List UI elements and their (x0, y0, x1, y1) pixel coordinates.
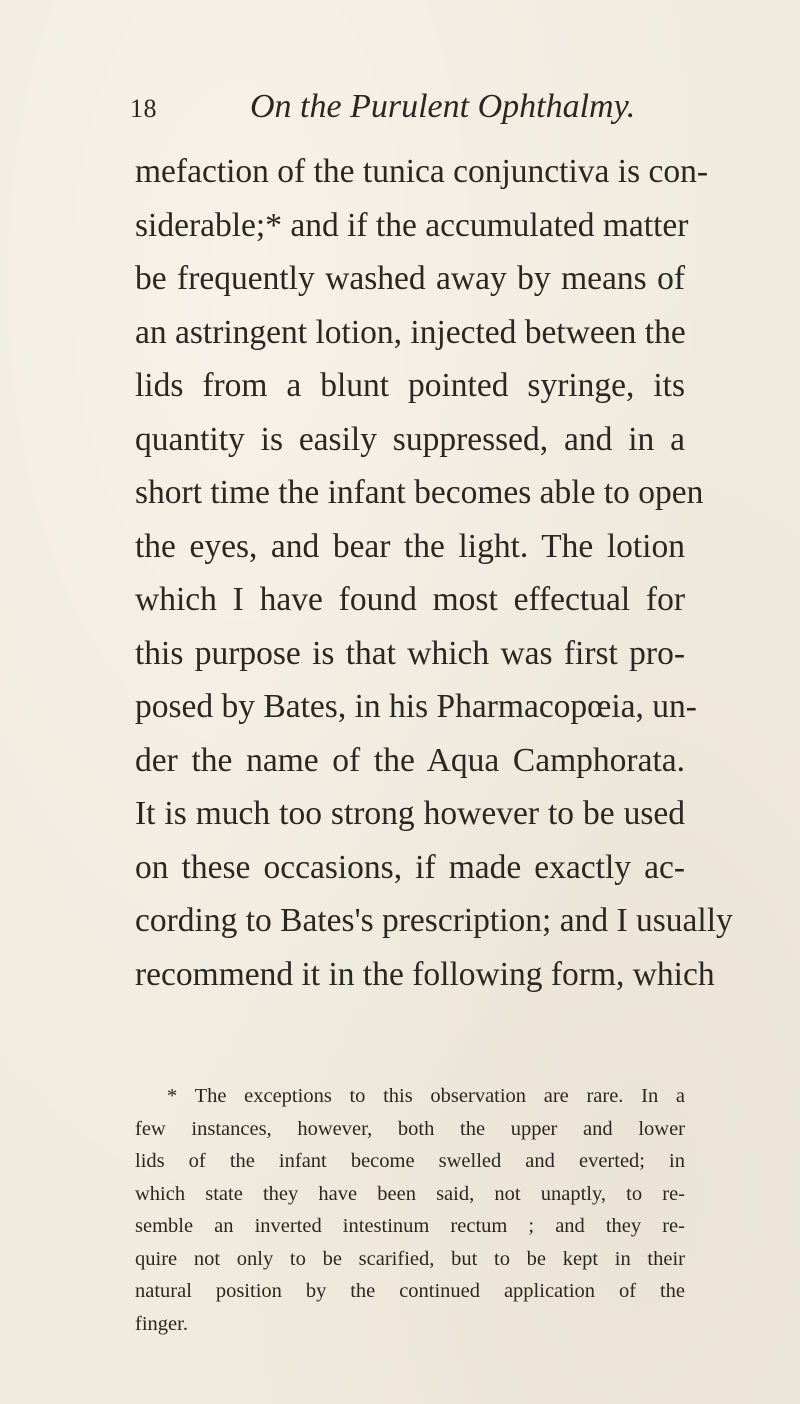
footnote-line: finger. (135, 1312, 188, 1335)
text-line: quantity is easily suppressed, and in a (135, 420, 685, 458)
text-line: It is much too strong however to be used (135, 795, 685, 832)
footnote (135, 1080, 685, 1340)
text-line: mefaction of the tunica conjunctiva is con- (135, 153, 709, 190)
text-line: an astringent lotion, injected between the (135, 313, 686, 351)
footnote-line: natural position by the continued application of the (135, 1280, 685, 1302)
page-header (130, 88, 710, 138)
running-head: On the Purulent Ophthalmy. (250, 88, 636, 125)
text-line: posed by Bates, in his Pharmacopœia, un- (135, 688, 697, 725)
text-line: which I have found most effectual for (135, 581, 685, 618)
text-line: short time the infant becomes able to open (135, 474, 704, 511)
text-line: on these occasions, if made exactly ac- (135, 848, 685, 886)
footnote-line: quire not only to be scarified, but to be kept in their (135, 1247, 685, 1270)
footnote-line: few instances, however, both the upper and lower (135, 1117, 685, 1140)
footnote-line: * The exceptions to this observation are rare. In a (167, 1085, 685, 1107)
footnote-line: which state they have been said, not unaptly, to re- (135, 1182, 685, 1205)
page-number: 18 (130, 94, 157, 123)
footnote-line: lids of the infant become swelled and everted; in (135, 1150, 685, 1172)
text-line: siderable;* and if the accumulated matter (135, 206, 689, 244)
text-line: be frequently washed away by means of (135, 260, 685, 297)
footnote-line: semble an inverted intestinum rectum ; and they re- (135, 1215, 685, 1237)
text-line: lids from a blunt pointed syringe, its (135, 367, 685, 404)
text-line: der the name of the Aqua Camphorata. (135, 741, 685, 779)
text-line: recommend it in the following form, which (135, 955, 715, 993)
text-line: this purpose is that which was first pro- (135, 634, 685, 672)
text-line: cording to Bates's prescription; and I usually (135, 902, 733, 939)
main-text (135, 145, 733, 1001)
text-line: the eyes, and bear the light. The lotion (135, 527, 685, 565)
